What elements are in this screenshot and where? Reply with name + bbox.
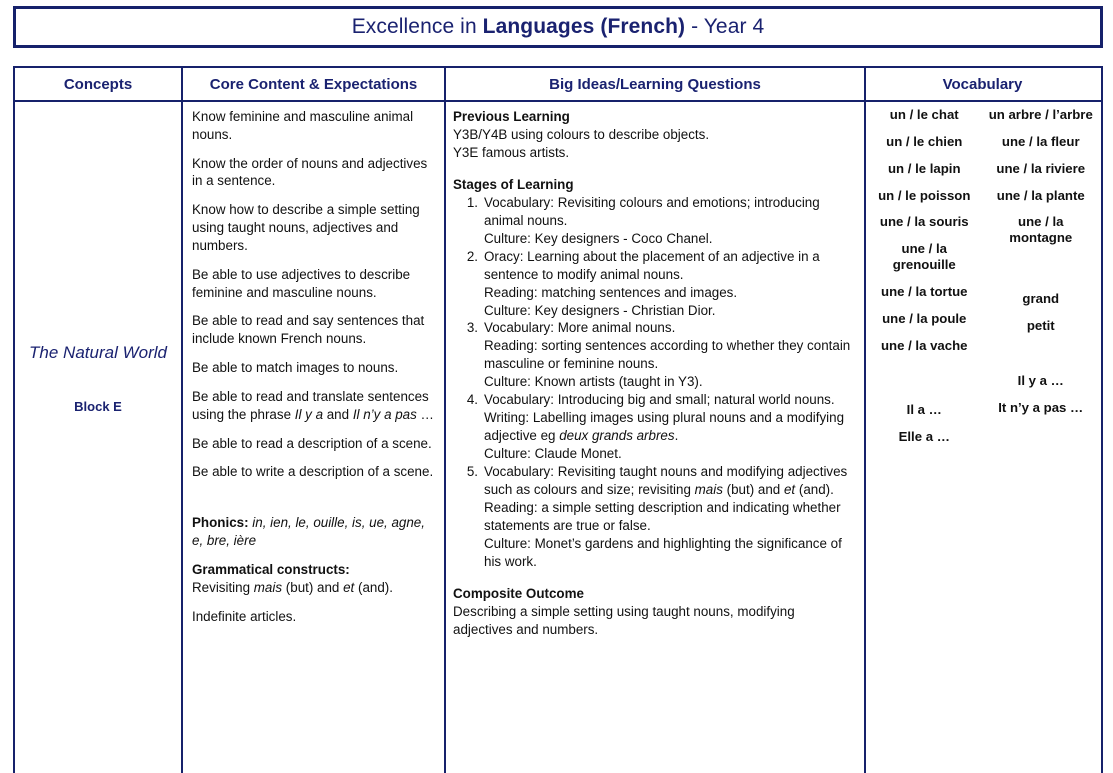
vocab-adjective: grand [1022, 291, 1060, 307]
grammar-label: Grammatical constructs: [192, 561, 350, 577]
core-statement: Know feminine and masculine animal nouns. [192, 109, 414, 142]
stage-line-vocab [484, 463, 856, 499]
core-statement: Know how to describe a simple setting using taught nouns, adjectives and numbers. [192, 202, 420, 253]
column-header-core-content: Core Content & Expectations [181, 68, 444, 100]
core-statement: Be able to read and say sentences that include known French nouns. [192, 313, 425, 347]
grammar-part-1: Revisiting [192, 579, 254, 595]
vocabulary-cell [864, 102, 1099, 773]
writing-part-2: . [674, 428, 679, 444]
stage5-part-2: (but) and [722, 482, 784, 498]
stage-line: Culture: Claude Monet. [484, 446, 622, 462]
big-ideas-cell [444, 102, 864, 773]
vocabulary-right-column [983, 107, 1100, 773]
grammar-italic-2: et [343, 579, 355, 595]
stage5-italic-2: et [783, 482, 796, 498]
table-header-row [15, 68, 1101, 102]
vocab-word: un / le chat [889, 107, 959, 122]
stage5-italic-1: mais [694, 482, 723, 498]
phonics-label: Phonics: [192, 515, 249, 531]
translate-part-3: … [416, 406, 434, 422]
table-body-row [15, 102, 1101, 773]
stage-line: Reading: sorting sentences according to whether they contain masculine or feminine nouns. [484, 338, 851, 372]
core-statement: Know the order of nouns and adjectives in a sentence. [192, 155, 428, 189]
stage-item [484, 319, 856, 391]
grammar-italic-1: mais [253, 579, 283, 595]
concept-theme: The Natural World [29, 342, 167, 362]
grammar-part-3: (and). [354, 579, 393, 595]
page-title-banner [13, 6, 1103, 48]
translate-italic-1: Il y a [294, 406, 324, 422]
big-ideas-spacer [453, 162, 856, 176]
stage-line: Oracy: Learning about the placement of an adjective in a sentence to modify animal nouns. [484, 248, 820, 282]
vocab-word: une / la grenouille [892, 241, 956, 273]
title-suffix: - Year 4 [685, 15, 765, 38]
stage-line: Culture: Monet’s gardens and highlighting the significance of his work. [484, 535, 842, 569]
previous-learning-line: Y3E famous artists. [453, 144, 570, 160]
composite-outcome-heading: Composite Outcome [453, 585, 584, 601]
core-content-cell [181, 102, 444, 773]
grammar-line-1 [192, 579, 434, 597]
stage-line: Vocabulary: More animal nouns. [484, 320, 676, 336]
stage-line: Culture: Key designers - Coco Chanel. [484, 230, 713, 246]
column-header-concepts: Concepts [63, 75, 133, 93]
vocab-word: un / le chien [886, 133, 963, 149]
vocab-word: un / le lapin [887, 160, 961, 176]
writing-part-1: Writing: Labelling images using plural nouns and a modifying adjective eg [484, 410, 845, 444]
stage-line-writing [484, 409, 856, 445]
stage5-part-1: Vocabulary: Revisiting taught nouns and modifying adjectives such as colours and size; revisiting [484, 464, 848, 498]
stage-item [484, 194, 856, 248]
column-header-big-ideas: Big Ideas/Learning Questions [444, 68, 864, 100]
grammar-part-2: (but) and [282, 579, 344, 595]
vocab-word: un / le poisson [878, 187, 971, 203]
previous-learning-line: Y3B/Y4B using colours to describe objects. [453, 126, 710, 142]
column-header-vocabulary: Vocabulary [864, 68, 1099, 100]
composite-outcome-text: Describing a simple setting using taught nouns, modifying adjectives and numbers. [453, 603, 795, 637]
vocab-word: une / la montagne [1009, 214, 1073, 246]
vocab-word: une / la plante [996, 187, 1085, 203]
vocab-adjective: petit [1026, 317, 1055, 333]
page-title [352, 15, 765, 39]
grammar-label-row [192, 561, 434, 579]
curriculum-table [13, 66, 1103, 773]
vocab-phrase: Elle a … [898, 429, 950, 445]
vocab-phrase: It n’y a pas … [998, 399, 1084, 415]
core-statement-translate [192, 388, 434, 424]
core-statement: Be able to use adjectives to describe feminine and masculine nouns. [192, 266, 411, 300]
stage-line: Reading: a simple setting description and indicating whether statements are true or false. [484, 500, 841, 533]
vocab-phrase: Il y a … [1017, 372, 1064, 388]
translate-part-2: and [323, 406, 353, 422]
vocab-word: une / la vache [881, 337, 968, 353]
writing-italic: deux grands arbres [559, 428, 675, 444]
stage-item [484, 248, 856, 320]
stage-line: Culture: Key designers - Christian Dior. [484, 302, 716, 318]
previous-learning-heading: Previous Learning [453, 109, 570, 124]
vocab-word: une / la fleur [1001, 133, 1080, 149]
grammar-line-2: Indefinite articles. [192, 608, 297, 624]
phonics-entry [192, 514, 434, 550]
stage-line: Vocabulary: Revisiting colours and emotions; introducing animal nouns. [484, 194, 820, 228]
vocab-word: une / la souris [879, 214, 969, 230]
vocabulary-left-column [866, 107, 983, 773]
stage5-part-3: (and). [795, 482, 834, 498]
core-statement: Be able to match images to nouns. [192, 360, 399, 376]
phonics-value: in, ien, le, ouille, is, ue, agne, e, bre, ière [192, 515, 425, 549]
translate-part-1: Be able to read and translate sentences using the phrase [192, 388, 429, 422]
stage-line: Reading: matching sentences and images. [484, 284, 738, 300]
stages-of-learning-heading: Stages of Learning [453, 176, 574, 192]
translate-italic-2: Il n’y a pas [352, 406, 417, 422]
vocab-word: un arbre / l’arbre [988, 107, 1093, 122]
stage-item [484, 391, 856, 463]
core-spacer [192, 492, 434, 514]
stage-line: Vocabulary: Introducing big and small; natural world nouns. [484, 392, 835, 408]
core-statement: Be able to write a description of a scene. [192, 464, 434, 480]
stage-line: Culture: Known artists (taught in Y3). [484, 374, 703, 390]
concepts-cell [15, 102, 181, 773]
composite-spacer [453, 571, 856, 585]
title-prefix: Excellence in [351, 15, 483, 38]
core-statement: Be able to read a description of a scene. [192, 435, 432, 451]
stage-item [484, 463, 856, 571]
vocab-phrase: Il a … [906, 402, 942, 418]
concept-block-label: Block E [74, 399, 122, 415]
title-emphasis: Languages (French) [482, 15, 686, 38]
vocab-word: une / la riviere [996, 160, 1086, 176]
vocab-word: une / la tortue [881, 283, 968, 299]
vocab-word: une / la poule [882, 310, 967, 326]
stages-of-learning-list [453, 194, 856, 571]
